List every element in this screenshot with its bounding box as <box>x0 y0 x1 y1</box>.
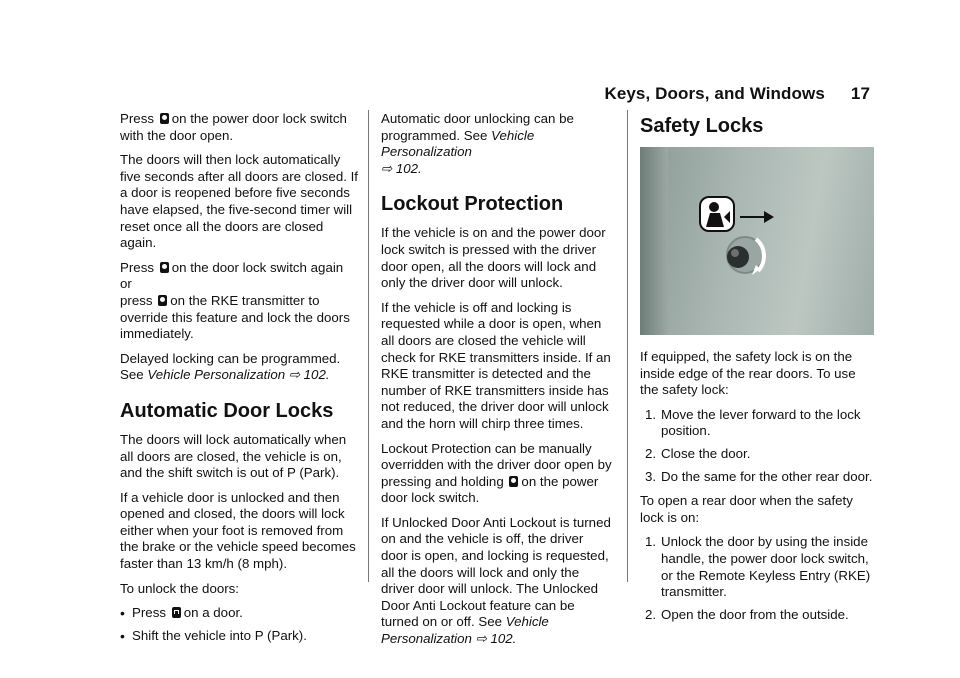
column-divider <box>368 110 369 582</box>
list-item: • Press on a door. <box>120 605 358 622</box>
paragraph: If equipped, the safety lock is on the inside edge of the rear doors. To use the safety lock: <box>640 349 856 398</box>
section-title: Keys, Doors, and Windows <box>604 84 825 103</box>
lock-lever <box>727 246 749 268</box>
column-3 <box>640 111 876 631</box>
heading-automatic-door-locks: Automatic Door Locks <box>120 399 334 422</box>
paragraph: To unlock the doors: <box>120 580 240 596</box>
arrow-right-icon <box>740 211 774 223</box>
lock-button-icon <box>160 262 169 273</box>
page-reference[interactable]: ⇨ 102. <box>288 367 330 383</box>
bullet-list <box>120 605 358 644</box>
paragraph: The doors will lock automatically when all doors are closed, the vehicle is on, and the shift switch is out of P (Park). <box>120 431 347 481</box>
paragraph: If Unlocked Door Anti Lockout is turned on and the vehicle is off, the driver door is open, and locking is requested, all the doors will lock and only the driver door will unlock. The Unlocked Door Anti Lockout feature can be turned on or off. See Vehicle Personalization ⇨ 102. <box>381 514 611 647</box>
lock-button-icon <box>158 295 167 306</box>
paragraph: Delayed locking can be programmed. See Vehicle Personalization ⇨ 102. <box>120 350 341 383</box>
paragraph: To open a rear door when the safety lock is on: <box>640 493 853 525</box>
page-reference[interactable]: ⇨ 102. <box>475 631 517 647</box>
paragraph: Press on the door lock switch again or press on the RKE transmitter to override this feature and lock the doors immediately. <box>120 259 350 342</box>
paragraph: Lockout Protection can be manually overridden with the driver door open by pressing and holding on the power door lock switch. <box>381 440 612 506</box>
paragraph: Automatic door unlocking can be programmed. See Vehicle Personalization ⇨ 102. <box>381 111 574 176</box>
paragraph: The doors will then lock automatically five seconds after all doors are closed. If a door is reopened before five seconds have elapsed, the five-second timer will reset once all the doors are closed again. <box>120 152 358 251</box>
cross-reference[interactable]: Vehicle Personalization <box>381 127 535 160</box>
page-reference[interactable]: ⇨ 102. <box>381 160 422 176</box>
steps-list-lock <box>640 407 876 485</box>
list-item: 2. Close the door. <box>645 445 751 461</box>
unlock-button-icon <box>172 607 181 618</box>
page-number: 17 <box>850 84 870 103</box>
list-item: 1. Unlock the door by using the inside handle, the power door lock switch, or the Remote Keyless Entry (RKE) transmitter. <box>645 534 871 600</box>
list-item: 2. Open the door from the outside. <box>645 606 849 622</box>
paragraph: Press on the power door lock switch with the door open. <box>120 111 347 143</box>
heading-lockout-protection: Lockout Protection <box>381 193 564 216</box>
lock-button-icon <box>160 113 169 124</box>
column-2 <box>381 111 613 656</box>
list-item: • Shift the vehicle into P (Park). <box>120 628 358 645</box>
heading-safety-locks: Safety Locks <box>640 115 764 137</box>
list-item: 1. Move the lever forward to the lock position. <box>645 406 861 439</box>
safety-lock-diagram <box>640 147 874 335</box>
cross-reference[interactable]: Vehicle Personalization <box>381 614 549 647</box>
steps-list-open <box>640 534 876 623</box>
paragraph: If the vehicle is off and locking is requested while a door is open, when all doors are closed the vehicle will check for RKE transmitters inside. If an RKE transmitter is detected and the number of RKE transmitters inside has not reduced, the driver door will unlock and the horn will chirp three times. <box>381 299 611 431</box>
column-1 <box>120 111 358 652</box>
safety-lock-photo <box>640 147 874 335</box>
running-header <box>604 84 870 104</box>
paragraph: If a vehicle door is unlocked and then opened and closed, the doors will lock either when your foot is removed from the brake or the vehicle speed becomes faster than 13 km/h (8 mph). <box>120 489 356 572</box>
list-item: 3. Do the same for the other rear door. <box>645 468 873 484</box>
column-divider <box>627 110 628 582</box>
paragraph: If the vehicle is on and the power door lock switch is pressed with the driver door open, all the doors will lock and only the driver door will unlock. <box>381 225 606 291</box>
cross-reference[interactable]: Vehicle Personalization <box>147 367 286 383</box>
lock-button-icon <box>509 476 518 487</box>
